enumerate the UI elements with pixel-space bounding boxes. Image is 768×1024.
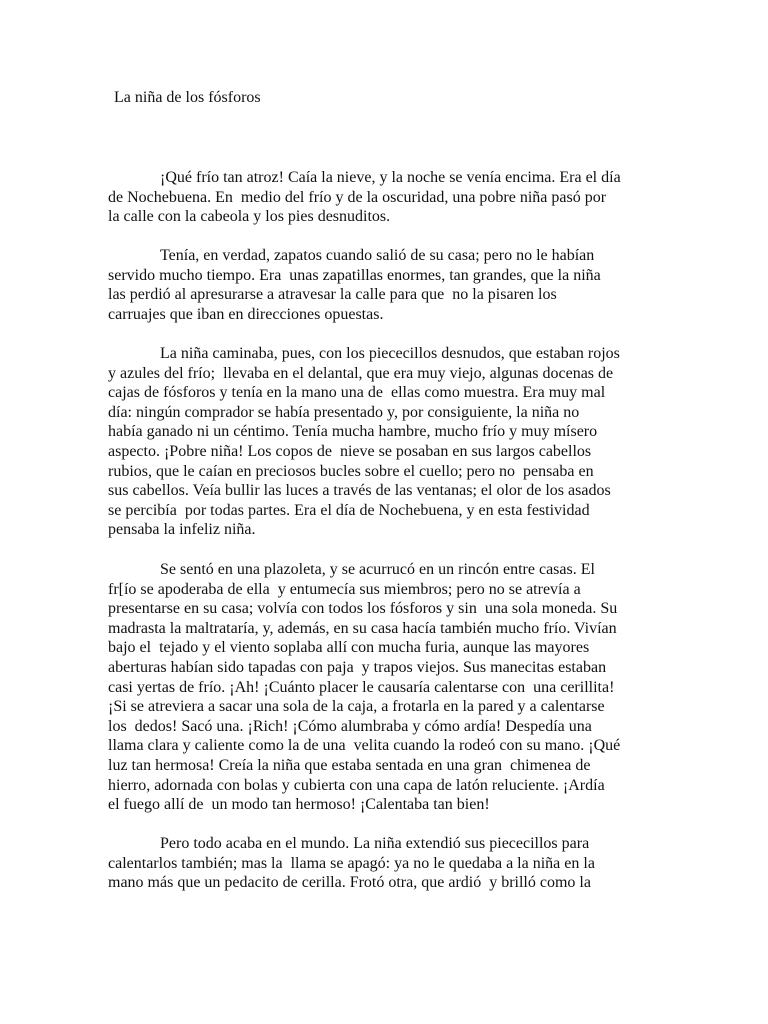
paragraph-line: se percibía por todas partes. Era el día de Nochebuena, y en esta festividad [108,501,590,519]
paragraph-line: servido mucho tiempo. Era unas zapatillas enormes, tan grandes, que la niña [108,266,601,284]
document-title: La niña de los fósforos [110,89,261,106]
paragraph-line: los dedos! Sacó una. ¡Rich! ¡Cómo alumbraba y cómo ardía! Despedía una [108,717,592,735]
paragraph-line: aspecto. ¡Pobre niña! Los copos de nieve se posaban en sus largos cabellos [108,442,592,460]
paragraph-line: casi yertas de frío. ¡Ah! ¡Cuánto placer le causaría calentarse con una cerillita! [108,678,615,696]
paragraph-line: madrasta la maltrataría, y, además, en su casa hacía también mucho frío. Vivían [108,619,617,637]
paragraph-line: ¡Si se atreviera a sacar una sola de la caja, a frotarla en la pared y a calentarse [108,698,605,716]
paragraph-line: hierro, adornada con bolas y cubierta con una capa de latón reluciente. ¡Ardía [108,776,605,794]
paragraph-line: las perdió al apresurarse a atravesar la calle para que no la pisaren los [108,286,557,304]
paragraph-line: mano más que un pedacito de cerilla. Frotó otra, que ardió y brilló como la [108,874,591,892]
paragraph-line: día: ningún comprador se había presentado y, por consiguiente, la niña no [108,403,580,421]
paragraph-line: había ganado ni un céntimo. Tenía mucha hambre, mucho frío y muy mísero [108,423,598,441]
paragraph-line: de Nochebuena. En medio del frío y de la oscuridad, una pobre niña pasó por [108,188,607,206]
paragraph-4 [108,560,668,815]
paragraph-line: pensaba la infeliz niña. [108,521,256,539]
paragraph-line: La niña caminaba, pues, con los piececillos desnudos, que estaban rojos [160,345,620,362]
paragraph-line: Se sentó en una plazoleta, y se acurrucó en un rincón entre casas. El [160,561,595,578]
paragraph-line: y azules del frío; llevaba en el delantal, que era muy viejo, algunas docenas de [108,364,614,382]
paragraph-line: calentarlos también; mas la llama se apagó: ya no le quedaba a la niña en la [108,854,595,872]
paragraph-line: presentarse en su casa; volvía con todos los fósforos y sin una sola moneda. Su [108,600,618,618]
paragraph-line: Pero todo acaba en el mundo. La niña extendió sus piececillos para [160,835,590,852]
paragraph-line: llama clara y caliente como la de una velita cuando la rodeó con su mano. ¡Qué [108,737,621,755]
paragraph-line: luz tan hermosa! Creía la niña que estaba sentada en una gran chimenea de [108,756,591,774]
paragraph-line: rubios, que le caían en preciosos bucles sobre el cuello; pero no pensaba en [108,462,594,480]
paragraph-line: cajas de fósforos y tenía en la mano una de ellas como muestra. Era muy mal [108,384,606,402]
paragraph-5 [108,834,668,893]
paragraph-1 [108,168,668,227]
paragraph-line: ¡Qué frío tan atroz! Caía la nieve, y la noche se venía encima. Era el día [160,169,621,186]
paragraph-line: bajo el tejado y el viento soplaba allí con mucha furia, aunque las mayores [108,639,590,657]
paragraph-3 [108,344,668,540]
paragraph-line: el fuego allí de un modo tan hermoso! ¡Calentaba tan bien! [108,796,490,814]
paragraph-line: Tenía, en verdad, zapatos cuando salió de su casa; pero no le habían [160,247,595,264]
paragraph-line: la calle con la cabeola y los pies desnuditos. [108,208,391,226]
paragraph-line: carruajes que iban en direcciones opuestas. [108,305,384,323]
paragraph-2 [108,246,668,324]
paragraph-line: fr[ío se apoderaba de ella y entumecía sus miembros; pero no se atrevía a [108,580,581,598]
paragraph-line: aberturas habían sido tapadas con paja y trapos viejos. Sus manecitas estaban [108,658,607,676]
paragraph-line: sus cabellos. Veía bullir las luces a través de las ventanas; el olor de los asados [108,482,611,500]
